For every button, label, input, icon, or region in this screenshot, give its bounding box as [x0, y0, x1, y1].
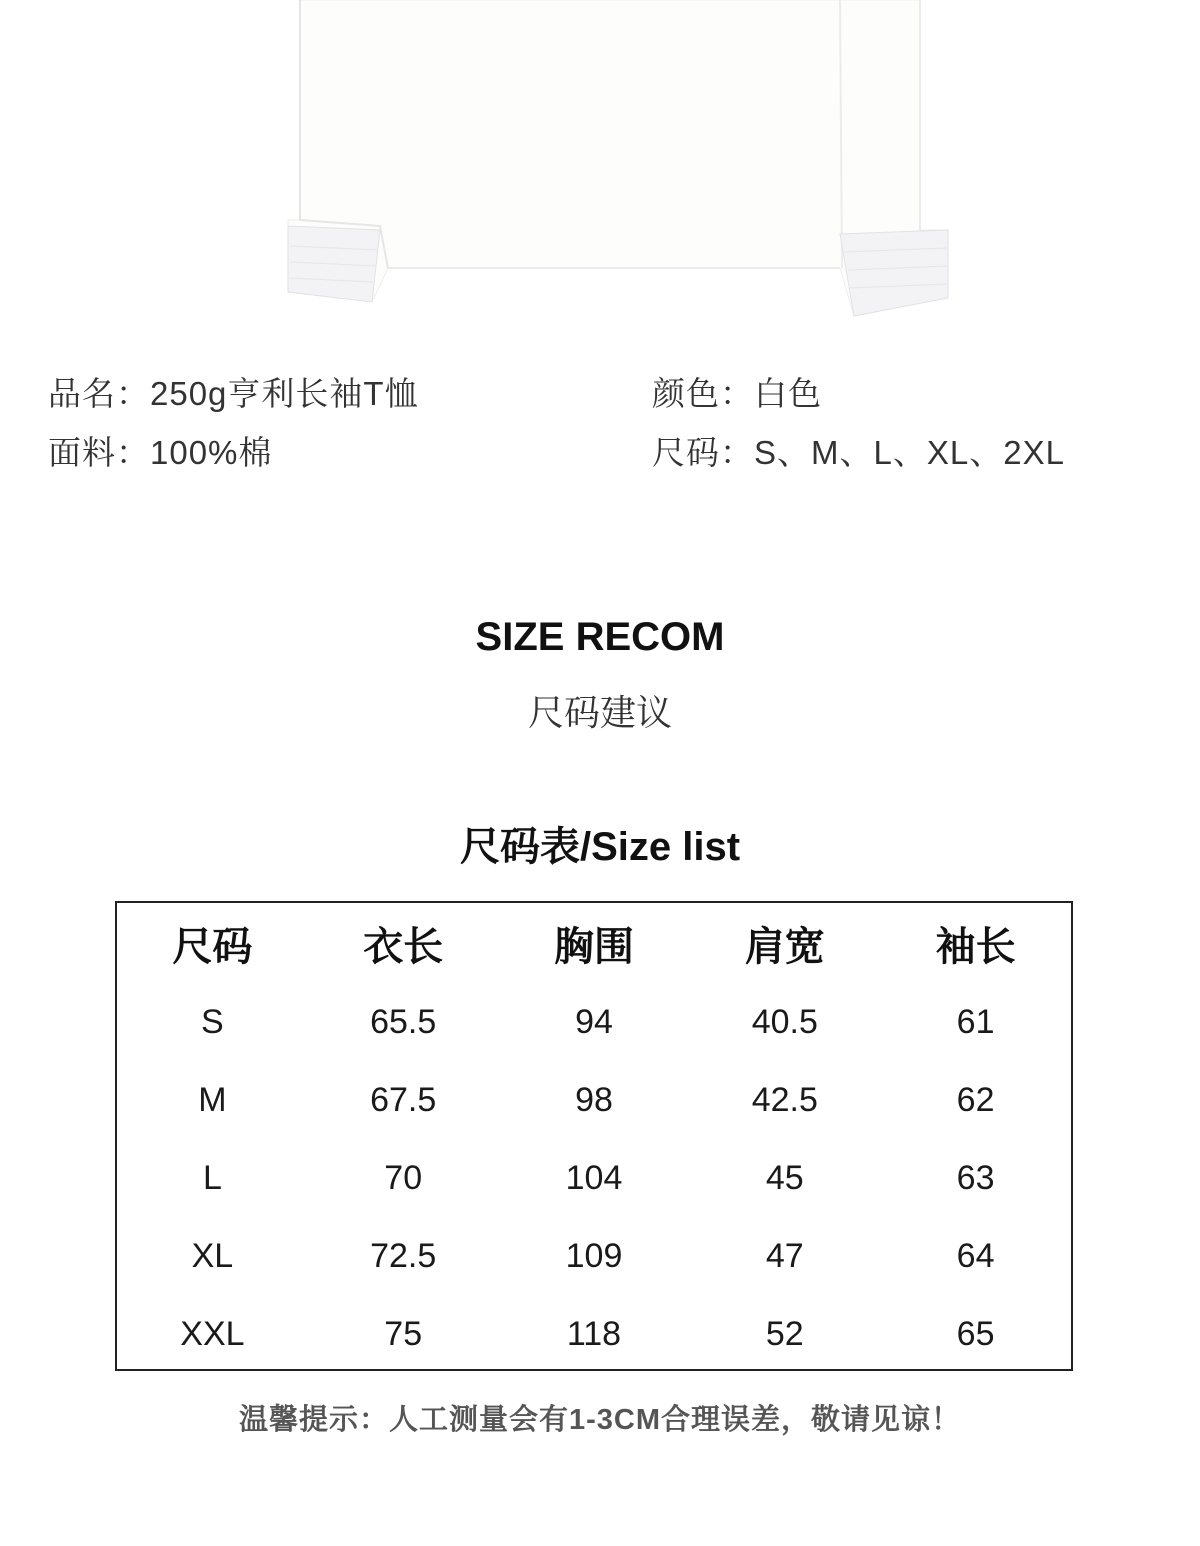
table-cell: 104 [565, 1158, 623, 1197]
table-cell: 42.5 [751, 1080, 818, 1119]
spec-name-label: 品名： [48, 375, 150, 412]
table-row [117, 1217, 1071, 1295]
table-row [117, 983, 1071, 1061]
table-cell: 62 [956, 1080, 995, 1119]
table-cell: M [198, 1080, 227, 1119]
table-row [117, 1061, 1071, 1139]
table-row [117, 1139, 1071, 1217]
table-row [117, 1295, 1071, 1373]
header-cell-length: 衣长 [363, 924, 444, 969]
table-cell: XL [191, 1236, 234, 1275]
size-table-header [117, 903, 1071, 983]
size-table [115, 901, 1073, 1371]
table-cell: 94 [575, 1002, 613, 1041]
spec-color-value: 白色 [754, 375, 822, 412]
table-cell: 75 [384, 1314, 423, 1353]
spec-fabric-value: 100%棉 [150, 434, 273, 471]
table-cell: 118 [566, 1314, 622, 1353]
table-cell: 61 [956, 1002, 995, 1041]
spec-name-value: 250g亨利长袖T恤 [150, 375, 419, 412]
table-cell: 72.5 [370, 1236, 437, 1275]
spec-fabric-label: 面料： [48, 434, 150, 471]
header-cell-shoulder: 肩宽 [744, 924, 825, 969]
spec-color-label: 颜色： [652, 375, 754, 412]
white-long-sleeve-tshirt-icon [280, 0, 960, 330]
measurement-tip: 温馨提示：人工测量会有1-3CM合理误差，敬请见谅！ [238, 1404, 961, 1436]
table-cell: L [202, 1158, 222, 1197]
table-cell: 109 [565, 1236, 623, 1275]
spec-name [48, 374, 419, 414]
table-cell: 67.5 [370, 1080, 437, 1119]
size-recom-title: SIZE RECOM [475, 615, 725, 659]
table-cell: 98 [575, 1080, 613, 1119]
table-cell: S [201, 1002, 224, 1041]
size-list-title: 尺码表/Size list [459, 825, 741, 869]
table-cell: 52 [765, 1314, 804, 1353]
spec-color [652, 374, 822, 414]
table-cell: 63 [956, 1158, 995, 1197]
size-recom-subtitle: 尺码建议 [527, 692, 672, 733]
header-cell-size: 尺码 [172, 924, 253, 969]
table-cell: 65 [956, 1314, 995, 1353]
spec-size [652, 433, 1065, 473]
table-cell: 45 [765, 1158, 804, 1197]
spec-size-value: S、M、L、XL、2XL [754, 434, 1065, 471]
spec-fabric [48, 433, 272, 473]
header-cell-sleeve: 袖长 [935, 924, 1016, 969]
table-cell: 70 [384, 1158, 423, 1197]
header-cell-chest: 胸围 [553, 924, 634, 969]
spec-size-label: 尺码： [652, 434, 754, 471]
table-cell: 40.5 [751, 1002, 818, 1041]
table-cell: 47 [765, 1236, 804, 1275]
table-cell: 64 [956, 1236, 995, 1275]
table-cell: XXL [180, 1314, 245, 1353]
table-cell: 65.5 [370, 1002, 437, 1041]
